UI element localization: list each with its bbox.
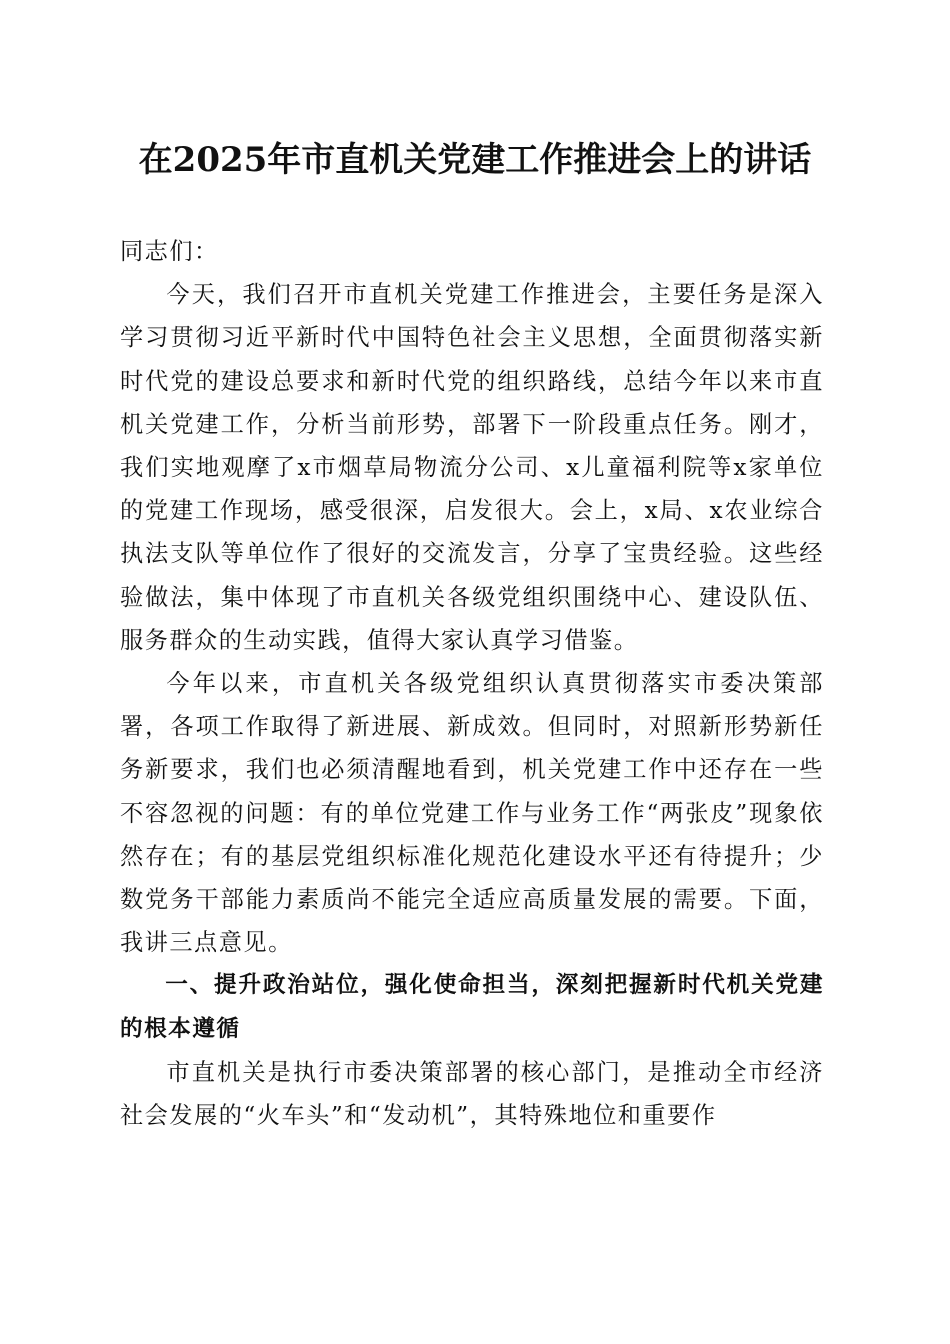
section-heading-1: 一、提升政治站位，强化使命担当，深刻把握新时代机关党建的根本遵循	[120, 972, 824, 1042]
document-body	[120, 230, 824, 1137]
paragraph-1: 今天，我们召开市直机关党建工作推进会，主要任务是深入学习贯彻习近平新时代中国特色社会主义思想，全面贯彻落实新时代党的建设总要求和新时代党的组织路线，总结今年以来市直机关党建工作，分析当前形势，部署下一阶段重点任务。刚才，我们实地观摩了x市烟草局物流分公司、x儿童福利院等x家单位的党建工作现场，感受很深，启发很大。会上，x局、x农业综合执法支队等单位作了很好的交流发言，分享了宝贵经验。这些经验做法，集中体现了市直机关各级党组织围绕中心、建设队伍、服务群众的生动实践，值得大家认真学习借鉴。	[120, 281, 824, 654]
document-title: 在2025年市直机关党建工作推进会上的讲话	[138, 140, 812, 180]
paragraph-2: 今年以来，市直机关各级党组织认真贯彻落实市委决策部署，各项工作取得了新进展、新成效。但同时，对照新形势新任务新要求，我们也必须清醒地看到，机关党建工作中还存在一些不容忽视的问题：有的单位党建工作与业务工作“两张皮”现象依然存在；有的基层党组织标准化规范化建设水平还有待提升；少数党务干部能力素质尚不能完全适应高质量发展的需要。下面，我讲三点意见。	[120, 670, 824, 957]
greeting: 同志们：	[120, 238, 219, 265]
section-1-paragraph: 市直机关是执行市委决策部署的核心部门，是推动全市经济社会发展的“火车头”和“发动机”，其特殊地位和重要作	[120, 1058, 824, 1130]
